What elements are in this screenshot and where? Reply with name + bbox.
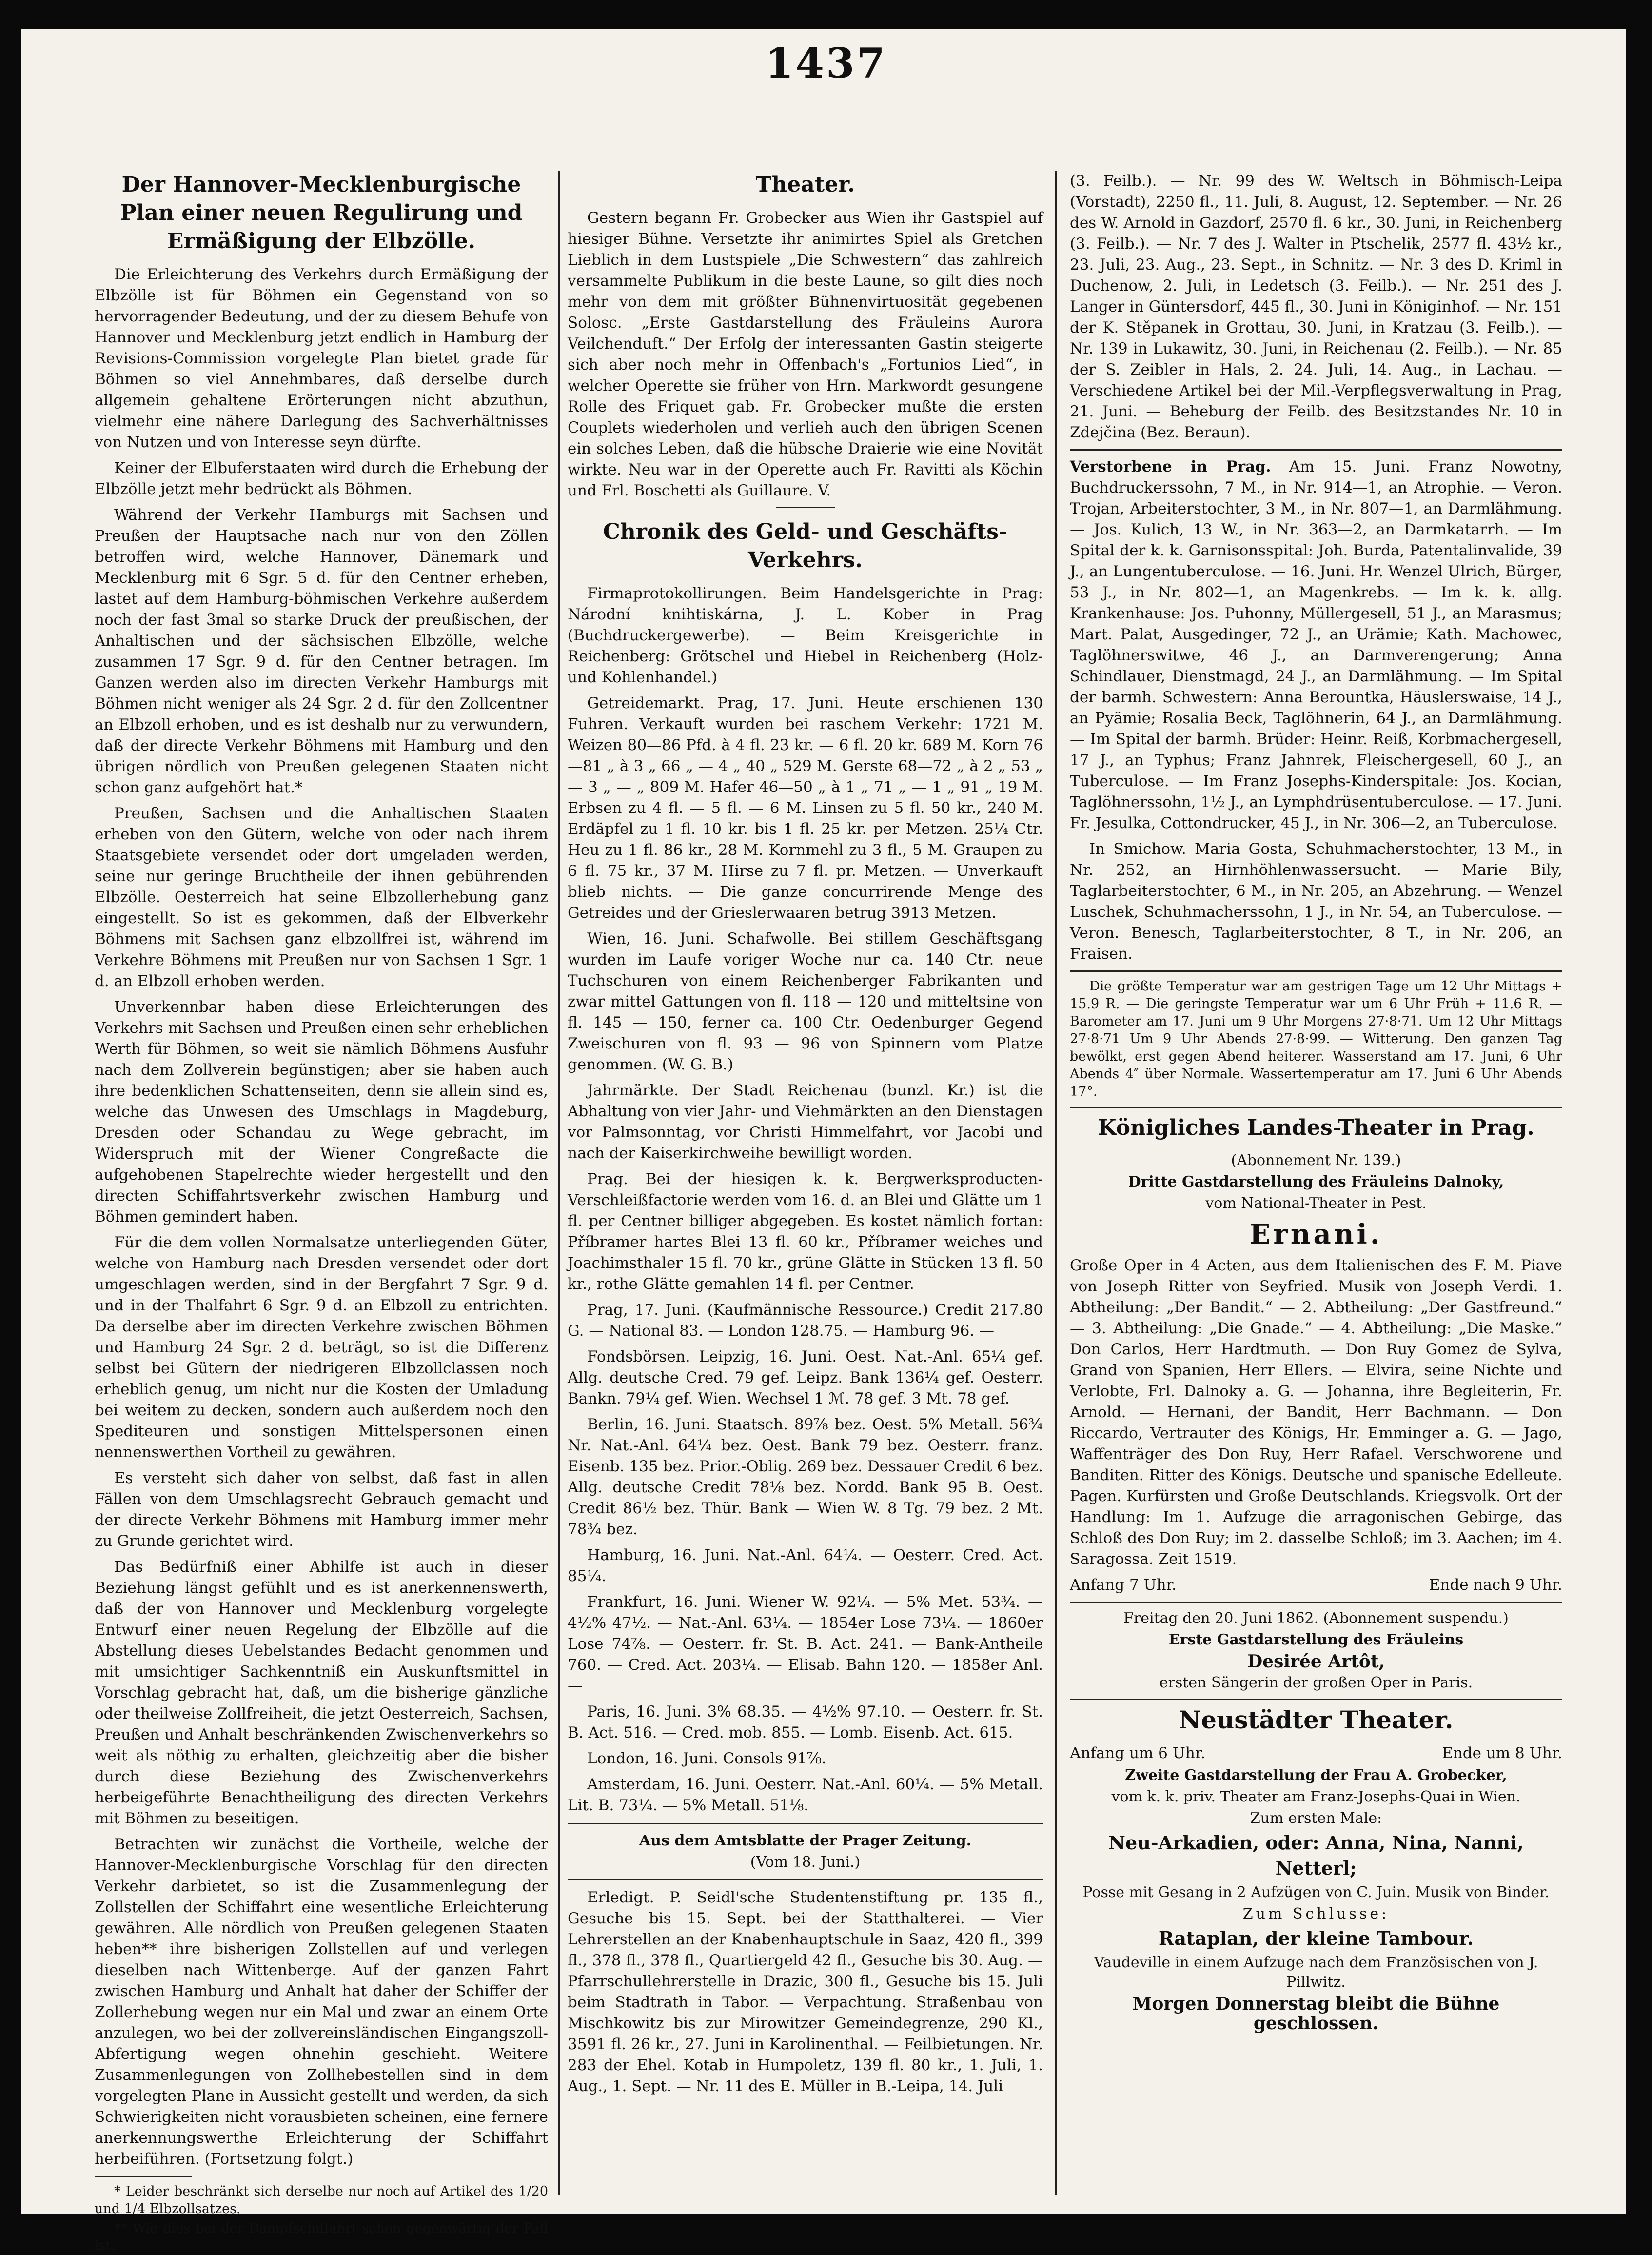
paragraph: Betrachten wir zunächst die Vortheile, welche der Hannover-Mecklenburgische Vorschlag für den directen Verkehr darbietet, so ist die Zusammenlegung der Zollstellen der Schiffahrt eine wesentliche Erleichterung gewähren. Alle nördlich von Preußen gelegenen Staaten heben** ihre bisherigen Zollstellen auf und verlegen dieselben nach Wittenberge. Auf der ganzen Fahrt zwischen Hamburg und Anhalt hat daher der Schiffer der Zollerhebung wegen nur ein Mal und zwar an einem Orte anzulegen, wo bei der zollvereinsländischen Eingangszoll-Abfertigung wegen ohnehin geschieht. Weitere Zusammenlegungen von Zollhebestellen sind in dem vorgelegten Plane in Aussicht gestellt und werden, da sich Schwierigkeiten nicht vorausbieten scheinen, eine fernere anerkennungswerthe Erleichterung der Schiffahrt herbeiführen. (Fortsetzung folgt.) xyxy=(95,1836,548,2168)
theater2-guest-origin: vom k. k. priv. Theater am Franz-Josephs-Quai in Wien. xyxy=(1111,1788,1521,1805)
paragraph: Wien, 16. Juni. Schafwolle. Bei stillem Geschäftsgang wurden im Laufe voriger Woche nur ca. 140 Ctr. neue Tuchschuren von einem Reichenberger Fabrikanten und zwar mittel Gattungen von fl. 118 — 120 und mitteltsine von fl. 145 — 150, ferner ca. 100 Ctr. Oedenburger Gegend Zweischuren von fl. 93 — 96 von Spinnern vom Platze genommen. (W. G. B.) xyxy=(568,930,1043,1073)
column-rule xyxy=(1055,171,1057,2195)
paragraph: Amsterdam, 16. Juni. Oesterr. Nat.-Anl. 60¼. — 5% Metall. Lit. B. 73¼. — 5% Metall. 51⅛. xyxy=(568,1776,1043,1814)
paragraph: Während der Verkehr Hamburgs mit Sachsen und Preußen der Hauptsache nach nur von den Zöllen betroffen wird, welche Hannover, Dänemark und Mecklenburg mit 6 Sgr. 5 d. für den Centner erheben, lastet auf dem Hamburg-böhmischen Verkehre außerdem noch der fast 3mal so starke Druck der preußischen, der Anhaltischen und der sächsischen Elbzölle, welche zusammen 17 Sgr. 9 d. für den Centner betragen. Im Ganzen werden also im directen Verkehr Hamburgs mit Böhmen nicht weniger als 24 Sgr. 2 d. für den Zollcentner an Elbzoll erhoben, und es ist deshalb nur zu verwundern, daß der directe Verkehr Böhmens mit Hamburg und den übrigen nördlich von Preußen gelegenen Staaten nicht schon ganz aufgehört hat.* xyxy=(95,506,548,796)
column-rule xyxy=(558,171,560,2195)
friday-artist-desc: ersten Sängerin der großen Oper in Paris. xyxy=(1159,1674,1473,1691)
divider xyxy=(776,507,835,509)
paragraph: Frankfurt, 16. Juni. Wiener W. 92¼. — 5% Met. 53¾. — 4½% 47½. — Nat.-Anl. 63¼. — 1854er Lose 73¼. — 1860er Lose 74⅞. — Oesterr. fr. St. B. Act. 241. — Bank-Antheile 760. — Cred. Act. 203¼. — Elisab. Bahn 120. — 1858er Anl. — xyxy=(568,1593,1043,1695)
paragraph: Unverkennbar haben diese Erleichterungen des Verkehrs mit Sachsen und Preußen einen sehr erheblichen Werth für Böhmen, so weit sie nämlich Böhmens Ausfuhr nach dem Zollverein begünstigen; aber sie haben auch ihre bedenklichen Schattenseiten, denn sie allein sind es, welche das Unwesen des Umschlags in Magdeburg, Dresden oder Schandau zu Wege gebracht, im Widerspruch mit der Wiener Congreßacte die aufgehobenen Stapelrechte wieder hergestellt und den directen Schiffahrtsverkehr zwischen Hamburg und Böhmen gemindert haben. xyxy=(95,998,548,1226)
friday-line: Freitag den 20. Juni 1862. (Abonnement suspendu.) xyxy=(1123,1610,1509,1627)
theater2-first-time: Zum ersten Male: xyxy=(1250,1810,1382,1827)
auction-listings: (3. Feilb.). — Nr. 99 des W. Weltsch in Böhmisch-Leipa (Vorstadt), 2250 fl., 11. Juli, 8. August, 12. September. — Nr. 26 des W. Arnold in Gazdorf, 2570 fl. 6 kr., 30. Juni, in Reichenberg (3. Feilb.). — Nr. 7 des J. Walter in Ptschelik, 2577 fl. 43½ kr., 23. Juli, 23. Aug., 23. Sept., in Schnitz. — Nr. 3 des D. Kriml in Duchenow, 2. Juli, in Ledetsch (3. Feilb.). — Nr. 251 des J. Langer in Güntersdorf, 445 fl., 30. Juni in Königinhof. — Nr. 151 der K. Stěpanek in Grottau, 30. Juni, in Kratzau (3. Feilb.). — Nr. 139 in Lukawitz, 30. Juni, in Reichenau (2. Feilb.). — Nr. 85 der S. Zeibler in Hals, 2. 24. Juli, 14. Aug., in Lachau. — Verschiedene Artikel bei der Mil.-Verpflegsverwaltung in Prag, 21. Juni. — Beheburg der Feilb. des Besitzstandes Nr. 10 in Zdejčina (Bez. Beraun). xyxy=(1070,172,1562,441)
theater-review: Gestern begann Fr. Grobecker aus Wien ihr Gastspiel auf hiesiger Bühne. Versetzte ihr animirtes Spiel als Gretchen Lieblich in dem Lustspiele „Die Schwestern“ das zahlreich versammelte Publikum in die beste Laune, so gilt dies noch mehr von dem mit größter Bühnenvirtuosität gegebenen Solosc. „Erste Gastdarstellung des Fräuleins Aurora Veilchenduft.“ Der Erfolg der interessanten Gastin steigerte sich aber noch mehr in Offenbach's „Fortunios Lied“, in welcher Operette sie früher von Hrn. Markwordt gesungene Rolle des Friquet gab. Fr. Grobecker mußte die ersten Couplets wiederholen und verlieh auch den übrigen Scenen ein solches Leben, daß die hübsche Draierie wie eine Novität wirkte. Neu war in der Operette auch Fr. Ravitti als Köchin und Frl. Boschetti als Guillaure. V. xyxy=(568,209,1043,499)
column-right xyxy=(1070,171,1562,2195)
theater1-cast: Große Oper in 4 Acten, aus dem Italienischen des F. M. Piave von Joseph Ritter von Seyfried. Musik von Joseph Verdi. 1. Abtheilung: „Der Bandit.“ — 2. Abtheilung: „Der Gastfreund.“ — 3. Abtheilung: „Die Gnade.“ — 4. Abtheilung: „Die Maske.“ Don Carlos, Herr Hardtmuth. — Don Ruy Gomez de Sylva, Grand von Spanien, Herr Ellers. — Elvira, seine Nichte und Verlobte, Frl. Dalnoky a. G. — Johanna, ihre Begleiterin, Fr. Arnold. — Hernani, der Bandit, Herr Bachmann. — Don Riccardo, Vertrauter des Königs, Hr. Emminger a. G. — Jago, Waffenträger des Don Ruy, Herr Rafael. Verschworene und Banditen. Ritter des Königs. Deutsche und spanische Edelleute. Pagen. Kurfürsten und Große Deutschlands. Kriegsvolk. Ort der Handlung: Im 1. Aufzuge die arragonischen Gebirge, das Schloß des Don Ruy; im 2. dasselbe Schloß; im 3. Aachen; im 4. Saragossa. Zeit 1519. xyxy=(1070,1257,1562,1568)
paragraph: Hamburg, 16. Juni. Nat.-Anl. 64¼. — Oesterr. Cred. Act. 85¼. xyxy=(568,1546,1043,1585)
theater2-play2-desc: Vaudeville in einem Aufzuge nach dem Französischen von J. Pillwitz. xyxy=(1094,1954,1538,1991)
deaths-title: Verstorbene in Prag. xyxy=(1070,458,1271,475)
theater1-abonnement: (Abonnement Nr. 139.) xyxy=(1231,1152,1401,1169)
page-number: 1437 xyxy=(765,39,887,87)
divider xyxy=(1070,1699,1562,1700)
amtsblatt-text: Erledigt. P. Seidl'sche Studentenstiftung pr. 135 fl., Gesuche bis 15. Sept. bei der Statthalterei. — Vier Lehrerstellen an der Knabenhauptschule in Saaz, 420 fl., 399 fl., 378 fl., 378 fl., Quartiergeld 42 fl., Gesuche bis 30. Aug. — Pfarrschullehrerstelle in Drazic, 300 fl., Gesuche bis 15. Juli beim Stadtrath in Tabor. — Verpachtung. Straßenbau von Mischkowitz bis zur Mirowitzer Gemeindegrenze, 290 Kl., 3591 fl. 26 kr., 27. Juni in Karolinenthal. — Feilbietungen. Nr. 283 der Ehel. Kotab in Humpoletz, 139 fl. 80 kr., 1. Juli, 1. Aug., 1. Sept. — Nr. 11 des E. Müller in B.-Leipa, 14. Juli xyxy=(568,1889,1043,2095)
paragraph: Keiner der Elbuferstaaten wird durch die Erhebung der Elbzölle jetzt mehr bedrückt als Böhmen. xyxy=(95,459,548,498)
friday-artist: Desirée Artôt, xyxy=(1247,1651,1385,1672)
paragraph: Berlin, 16. Juni. Staatsch. 89⅞ bez. Oest. 5% Metall. 56¾ Nr. Nat.-Anl. 64¼ bez. Oest. Bank 79 bez. Oesterr. franz. Eisenb. 135 bez. Prior.-Oblig. 269 bez. Dessauer Credit 6 bez. Allg. deutsche Credit 78⅛ bez. Nordd. Bank 95 B. Oest. Credit 86½ bez. Thür. Bank — Wien W. 8 Tg. 79 bez. 2 Mt. 78¾ bez. xyxy=(568,1416,1043,1538)
theater2-closing: Zum Schlusse: xyxy=(1242,1905,1390,1922)
paragraph: Jahrmärkte. Der Stadt Reichenau (bunzl. Kr.) ist die Abhaltung von vier Jahr- und Viehmärkten an den Dienstagen vor Palmsonntag, vor Christi Himmelfahrt, vor Jacobi und nach der Kaiserkirchweihe bewilligt worden. xyxy=(568,1082,1043,1162)
theater2-play-title: Neu-Arkadien, oder: Anna, Nina, Nanni, Netterl; xyxy=(1108,1832,1524,1879)
theater2-play2-title: Rataplan, der kleine Tambour. xyxy=(1158,1927,1474,1949)
paragraph: Für die dem vollen Normalsatze unterliegenden Güter, welche von Hamburg nach Dresden versendet oder dort umgeschlagen werden, sind in der Bergfahrt 7 Sgr. 9 d. und in der Thalfahrt 6 Sgr. 9 d. an Elbzoll zu entrichten. Da derselbe aber im directen Verkehre zwischen Böhmen und Hamburg 24 Sgr. 2 d. beträgt, so ist die Differenz selbst bei Gütern der niedrigeren Elbzollclassen noch erheblich genug, um nicht nur die Kosten der Umladung bei weitem zu decken, sondern auch außerdem noch den Spediteuren und sonstigen Mittelspersonen einen nennenswerthen Vortheil zu gewähren. xyxy=(95,1234,548,1461)
theater2-title: Neustädter Theater. xyxy=(1179,1705,1454,1734)
divider xyxy=(1070,449,1562,451)
theater2-end: Ende um 8 Uhr. xyxy=(1442,1744,1562,1762)
weather-report: Die größte Temperatur war am gestrigen Tage um 12 Uhr Mittags + 15.9 R. — Die geringste Temperatur war um 6 Uhr Früh + 11.6 R. — Barometer am 17. Juni um 9 Uhr Morgens 27·8·71. Um 12 Uhr Mittags 27·8·71 Um 9 Uhr Abends 27·8·99. — Witterung. Den ganzen Tag bewölkt, erst gegen Abend heiterer. Wasserstand am 17. Juni, 6 Uhr Abends 4″ über Normale. Wassertemperatur am 17. Juni 6 Uhr Abends 17°. xyxy=(1070,979,1562,1099)
paragraph: Fondsbörsen. Leipzig, 16. Juni. Oest. Nat.-Anl. 65¼ gef. Allg. deutsche Cred. 79 gef. Leipz. Bank 136¼ gef. Oesterr. Bankn. 79¼ gef. Wien. Wechsel 1 ℳ. 78 gef. 3 Mt. 78 gef. xyxy=(568,1348,1043,1407)
newspaper-page xyxy=(21,29,1626,2254)
amtsblatt-header xyxy=(568,1823,1043,1880)
footnote: * Leider beschränkt sich derselbe nur noch auf Artikel des 1/20 und 1/4 Elbzollsatzes. xyxy=(95,2184,548,2216)
paragraph: Firmaprotokollirungen. Beim Handelsgerichte in Prag: Národní knihtiskárna, J. L. Kober in Prag (Buchdruckergewerbe). — Beim Kreisgerichte in Reichenberg: Grötschel und Hiebel in Reichenberg (Holz- und Kohlenhandel.) xyxy=(568,585,1043,686)
theater2-times xyxy=(1070,1743,1562,1764)
theater1-start: Anfang 7 Uhr. xyxy=(1070,1576,1177,1594)
paragraph: Das Bedürfniß einer Abhilfe ist auch in dieser Beziehung längst gefühlt und es ist anerkennenswerth, daß der von Hannover und Mecklenburg vorgelegte Entwurf einer neuen Regelung der Elbzölle auf die Abstellung dieses Uebelstandes Bedacht genommen und mit umsichtiger Sachkenntniß ein Auskunftsmittel in Vorschlag gebracht hat, daß, um die bisherige gänzliche oder theilweise Zollfreiheit, die jetzt Oesterreich, Sachsen, Preußen und Anhalt beschränkenden Zwischenverkehrs so weit als nöthig zu erhalten, gleichzeitig aber die bisher durch diese Beziehung des Zwischenverkehrs herbeigeführte Benachtheiligung des directen Verkehrs mit Böhmen zu beseitigen. xyxy=(95,1558,548,1827)
paragraph: Die Erleichterung des Verkehrs durch Ermäßigung der Elbzölle ist für Böhmen ein Gegenstand von so hervorragender Bedeutung, und der zu diesem Behufe von Hannover und Mecklenburg jetzt endlich in Hamburg der Revisions-Commission vorgelegte Plan bietet grade für Böhmen so viel Annehmbares, daß derselbe durch allgemein gehaltene Erörterungen nicht abzuthun, vielmehr eine nähere Darlegung des Sachverhältnisses von Nutzen und von Interesse seyn dürfte. xyxy=(95,266,548,451)
theater1-times xyxy=(1070,1575,1562,1596)
chronik-title: Chronik des Geld- und Geschäfts-Verkehrs. xyxy=(603,519,1008,573)
amtsblatt-date: (Vom 18. Juni.) xyxy=(750,1854,861,1871)
column-left xyxy=(95,171,548,2254)
theater2-guest-line: Zweite Gastdarstellung der Frau A. Grobecker, xyxy=(1125,1767,1507,1784)
theater2-start: Anfang um 6 Uhr. xyxy=(1070,1744,1206,1762)
theater1-end: Ende nach 9 Uhr. xyxy=(1429,1576,1562,1594)
divider xyxy=(1070,1602,1562,1603)
theater1-guest-origin: vom National-Theater in Pest. xyxy=(1205,1195,1427,1212)
paragraph: Paris, 16. Juni. 3% 68.35. — 4½% 97.10. — Oesterr. fr. St. B. Act. 516. — Cred. mob. 855. — Lomb. Eisenb. Act. 615. xyxy=(568,1703,1043,1741)
theater1-title: Königliches Landes-Theater in Prag. xyxy=(1098,1115,1534,1140)
theater1-play-title: Ernani. xyxy=(1249,1218,1383,1250)
theater2-notice: Morgen Donnerstag bleibt die Bühne geschlossen. xyxy=(1132,1994,1500,2034)
divider xyxy=(95,2176,192,2177)
smichow-text: In Smichow. Maria Gosta, Schuhmacherstochter, 13 M., in Nr. 252, an Hirnhöhlenwassersucht. — Marie Bily, Taglarbeiterstochter, 6 M., in Nr. 205, an Abzehrung. — Wenzel Luschek, Schuhmacherssohn, 1 J., in Nr. 54, an Tuberculose. — Veron. Benesch, Taglarbeiterstochter, 8 T., in Nr. 206, an Fraisen. xyxy=(1070,840,1562,963)
theater1-guest-line: Dritte Gastdarstellung des Fräuleins Dalnoky, xyxy=(1128,1173,1504,1190)
paragraph: Preußen, Sachsen und die Anhaltischen Staaten erheben von den Gütern, welche von oder nach ihrem Staatsgebiete versendet oder dort umgeladen werden, seine nur geringe Bruchtheile der ihnen gebührenden Elbzölle. Oesterreich hat seine Elbzollerhebung ganz eingestellt. So ist es gekommen, daß der Elbverkehr Böhmens mit Sachsen ganz elbzollfrei ist, während im Verkehre Böhmens mit Preußen nur von Sachsen 1 Sgr. 1 d. an Elbzoll erhoben werden. xyxy=(95,805,548,990)
paragraph: Getreidemarkt. Prag, 17. Juni. Heute erschienen 130 Fuhren. Verkauft wurden bei raschem Verkehr: 1721 M. Weizen 80—86 Pfd. à 4 fl. 23 kr. — 6 fl. 20 kr. 689 M. Korn 76—81 „ à 3 „ 66 „ — 4 „ 40 „ 529 M. Gerste 68—72 „ à 2 „ 53 „ — 3 „ — „ 809 M. Hafer 46—50 „ à 1 „ 71 „ — 1 „ 91 „ 19 M. Erbsen zu 4 fl. — 5 fl. — 6 M. Linsen zu 5 fl. 50 kr., 240 M. Erdäpfel zu 1 fl. 10 kr. bis 1 fl. 25 kr. per Metzen. 25¼ Ctr. Heu zu 1 fl. 86 kr., 28 M. Kornmehl zu 3 fl., 5 M. Graupen zu 6 fl. 75 kr., 37 M. Hirse zu 7 fl. pr. Metzen. — Unverkauft blieb nichts. — Die ganze concurrirende Menge des Getreides und der Grieslerwaaren betrug 3913 Metzen. xyxy=(568,694,1043,922)
divider xyxy=(1070,1107,1562,1108)
paragraph: Es versteht sich daher von selbst, daß fast in allen Fällen von dem Umschlagsrecht Gebrauch gemacht und der directe Verkehr Böhmens mit Hamburg immer mehr zu Grunde gerichtet wird. xyxy=(95,1469,548,1550)
theater2-play-desc: Posse mit Gesang in 2 Aufzügen von C. Juin. Musik von Binder. xyxy=(1082,1884,1550,1901)
friday-guest-line: Erste Gastdarstellung des Fräuleins xyxy=(1168,1631,1464,1648)
footnote: ** Wie dies bei der Dampfschiffahrt schon gegenwärtig der Fall ist. xyxy=(95,2221,548,2254)
article-title-elbzoelle: Der Hannover-Mecklenburgische Plan einer neuen Regulirung und Ermäßigung der Elbzölle. xyxy=(120,172,523,254)
divider xyxy=(1070,970,1562,972)
column-middle xyxy=(568,171,1043,2195)
paragraph: Prag, 17. Juni. (Kaufmännische Ressource.) Credit 217.80 G. — National 83. — London 128.75. — Hamburg 96. — xyxy=(568,1301,1043,1340)
paragraph: Prag. Bei der hiesigen k. k. Bergwerksproducten-Verschleißfactorie werden vom 16. d. an Blei und Glätte um 1 fl. per Centner billiger abgegeben. Es kostet nämlich fortan: Příbramer hartes Blei 13 fl. 60 kr., Příbramer weiches und Joachimsthaler 15 fl. 70 kr., grüne Glätte in Stücken 13 fl. 50 kr., rothe Glätte gemahlen 14 fl. per Centner. xyxy=(568,1170,1043,1293)
deaths-text: Am 15. Juni. Franz Nowotny, Buchdruckerssohn, 7 M., in Nr. 914—1, an Atrophie. — Veron. Trojan, Arbeiterstochter, 3 M., in Nr. 807—1, an Darmlähmung. — Jos. Kulich, 13 W., in Nr. 363—2, an Darmkatarrh. — Im Spital der k. k. Garnisonsspital: Joh. Burda, Patentalinvalide, 39 J., an Lungentuberculose. — 16. Juni. Hr. Wenzel Ulrich, Bürger, 53 J., in Nr. 802—1, an Magenkrebs. — Im k. k. allg. Krankenhause: Jos. Puhonny, Müllergesell, 51 J., an Marasmus; Mart. Palat, Ausgedinger, 72 J., an Urämie; Kath. Machowec, Taglöhnerswitwe, 46 J., an Darmverengerung; Anna Schindlauer, Dienstmagd, 24 J., an Darmlähmung. — Im Spital der barmh. Schwestern: Anna Berountka, Häuslerswaise, 14 J., an Pyämie; Rosalia Beck, Taglöhnerin, 64 J., an Darmlähmung. — Im Spital der barmh. Brüder: Heinr. Reiß, Korbmachergesell, 17 J., an Typhus; Franz Jahnrek, Fleischergesell, 60 J., an Tuberculose. — Im Franz Josephs-Kinderspitale: Jos. Kocian, Taglöhnerssohn, 1½ J., an Lymphdrüsentuberculose. — 17. Juni. Fr. Jesulka, Cottondrucker, 45 J., in Nr. 306—2, an Tuberculose. xyxy=(1070,458,1562,832)
theater-title: Theater. xyxy=(755,172,855,197)
paragraph: London, 16. Juni. Consols 91⅞. xyxy=(587,1750,826,1767)
amtsblatt-title: Aus dem Amtsblatte der Prager Zeitung. xyxy=(639,1832,972,1849)
